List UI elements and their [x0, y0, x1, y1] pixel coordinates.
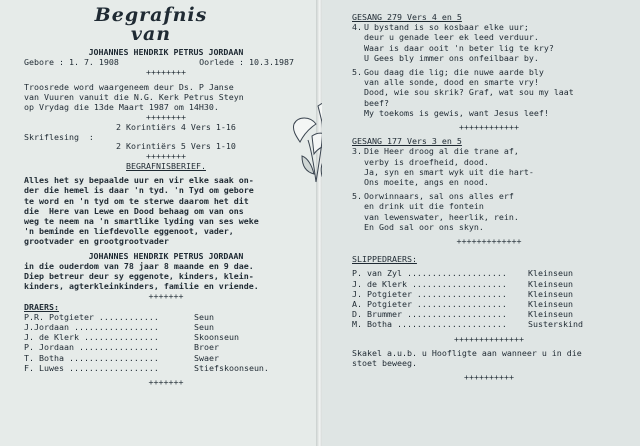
scripture-reading-2: 2 Korintiërs 5 Vers 1-10 — [116, 140, 236, 151]
separator: +++++++++++++ — [456, 236, 522, 247]
sermon-line: van Vuuren vanuit die N.G. Kerk Petrus Steyn — [24, 91, 244, 102]
pallbearer-row: P. van Zyl .................... Kleinseun — [352, 268, 573, 279]
separator: ++++++++ — [146, 67, 186, 78]
pallbearer-row: A. Potgieter .................. Kleinseun — [352, 299, 573, 310]
bearers-heading: DRAERS: — [24, 301, 59, 312]
closing-line: Skakel a.u.b. u Hoofligte aan wanneer u in die — [352, 347, 582, 358]
sermon-line: Troosrede word waargeneem deur Ds. P Janse — [24, 81, 234, 92]
left-page — [0, 0, 318, 446]
pallbearer-row: M. Botha ...................... Susterskind — [352, 319, 583, 330]
separator: ++++++++ — [146, 112, 186, 123]
hymn-2-heading: GESANG 177 Vers 3 en 5 — [352, 136, 462, 147]
right-page — [322, 0, 640, 446]
notice-line: die Here van Lewe en Dood behaag om van ons — [24, 205, 244, 216]
pallbearers-heading: SLIPPEDRAERS: — [352, 254, 417, 265]
hymn-2-verse-3: 3. Die Heer droog al die trane af, verby is droefheid, dood. Ja, syn en smart wyk uit die hart- Ons moeite, angs en nood. — [352, 146, 534, 188]
deceased-name-repeat: JOHANNES HENDRIK PETRUS JORDAAN — [88, 250, 244, 261]
bearer-row: P. Jordaan ................ Broer — [24, 342, 219, 353]
bearer-row: P.R. Potgieter ............ Seun — [24, 311, 214, 322]
notice-line: te word en 'n tyd om te sterwe daarom het dit — [24, 195, 249, 206]
age-line: in die ouderdom van 78 jaar 8 maande en 9 dae. — [24, 260, 254, 271]
age-line: kinders, agterkleinkinders, familie en vriende. — [24, 281, 259, 292]
scripture-block — [24, 122, 308, 150]
hymn-1-verse-4: 4. U bystand is so kosbaar elke uur; deur u genade leer ek leed verduur. Waar is daar ooit 'n beter lig te kry? U Gees bly immer ons onfeilbaar by. — [352, 22, 554, 63]
separator: ++++++++++++++ — [454, 333, 524, 344]
bearer-row: J. de Klerk ............... Skoonseun — [24, 332, 239, 343]
separator: ++++++++ — [146, 150, 186, 161]
born-date: Gebore : 1. 7. 1908 — [24, 57, 119, 68]
closing-line: stoet beweeg. — [352, 358, 417, 369]
separator: +++++++ — [148, 291, 184, 302]
pallbearer-row: J. de Klerk ................... Kleinseun — [352, 278, 573, 289]
separator: ++++++++++++ — [459, 122, 519, 133]
notice-line: 'n beminde en liefdevolle eggenoot, vader, — [24, 226, 234, 237]
pallbearer-row: J. Potgieter .................. Kleinseun — [352, 288, 573, 299]
separator: ++++++++++ — [464, 372, 514, 383]
scripture-reading-1: 2 Korintiërs 4 Vers 1-16 — [116, 122, 236, 133]
separator: +++++++ — [148, 377, 184, 388]
hymn-1-heading: GESANG 279 Vers 4 en 5 — [352, 12, 462, 22]
deceased-name: JOHANNES HENDRIK PETRUS JORDAAN — [88, 47, 244, 57]
notice-heading: BEGRAFNISBERIEF. — [126, 161, 206, 172]
notice-line: Alles het sy bepaalde uur en vir elke saak on- — [24, 175, 254, 186]
sermon-line: op Vrydag die 13de Maart 1987 om 14H30. — [24, 102, 219, 113]
bearer-row: J.Jordaan ................. Seun — [24, 322, 214, 333]
hymn-2-verse-5: 5. Oorwinnaars, sal ons alles erf en drink uit die fontein van lewenswater, heerlik, rein. En God sal oor ons skyn. — [352, 191, 519, 232]
title-van: van — [130, 23, 172, 45]
bearer-row: T. Botha .................. Swaer — [24, 352, 219, 363]
age-line: Diep betreur deur sy eggenote, kinders, klein- — [24, 271, 254, 282]
pallbearer-row: D. Brummer .................... Kleinseun — [352, 309, 573, 320]
scripture-label: Skriflesing : — [24, 132, 94, 143]
died-date: Oorlede : 10.3.1987 — [199, 57, 294, 68]
dates-row — [24, 57, 308, 67]
bearer-row: F. Luwes .................. Stiefskoonseun. — [24, 362, 269, 373]
notice-line: grootvader en grootgrootvader — [24, 236, 169, 247]
title-begrafnis: Begrafnis — [94, 4, 208, 26]
notice-line: weg te neem na 'n smartlike lyding van ses weke — [24, 216, 259, 227]
hymn-1-verse-5: 5. Gou daag die lig; die nuwe aarde bly van alle sonde, dood en smarte vry! Dood, wie sou skrik? Graf, wat sou my laat beef? My toekoms is gewis, want Jesus leef! — [352, 67, 574, 118]
notice-line: der die hemel is daar 'n tyd. 'n Tyd om gebore — [24, 185, 254, 196]
